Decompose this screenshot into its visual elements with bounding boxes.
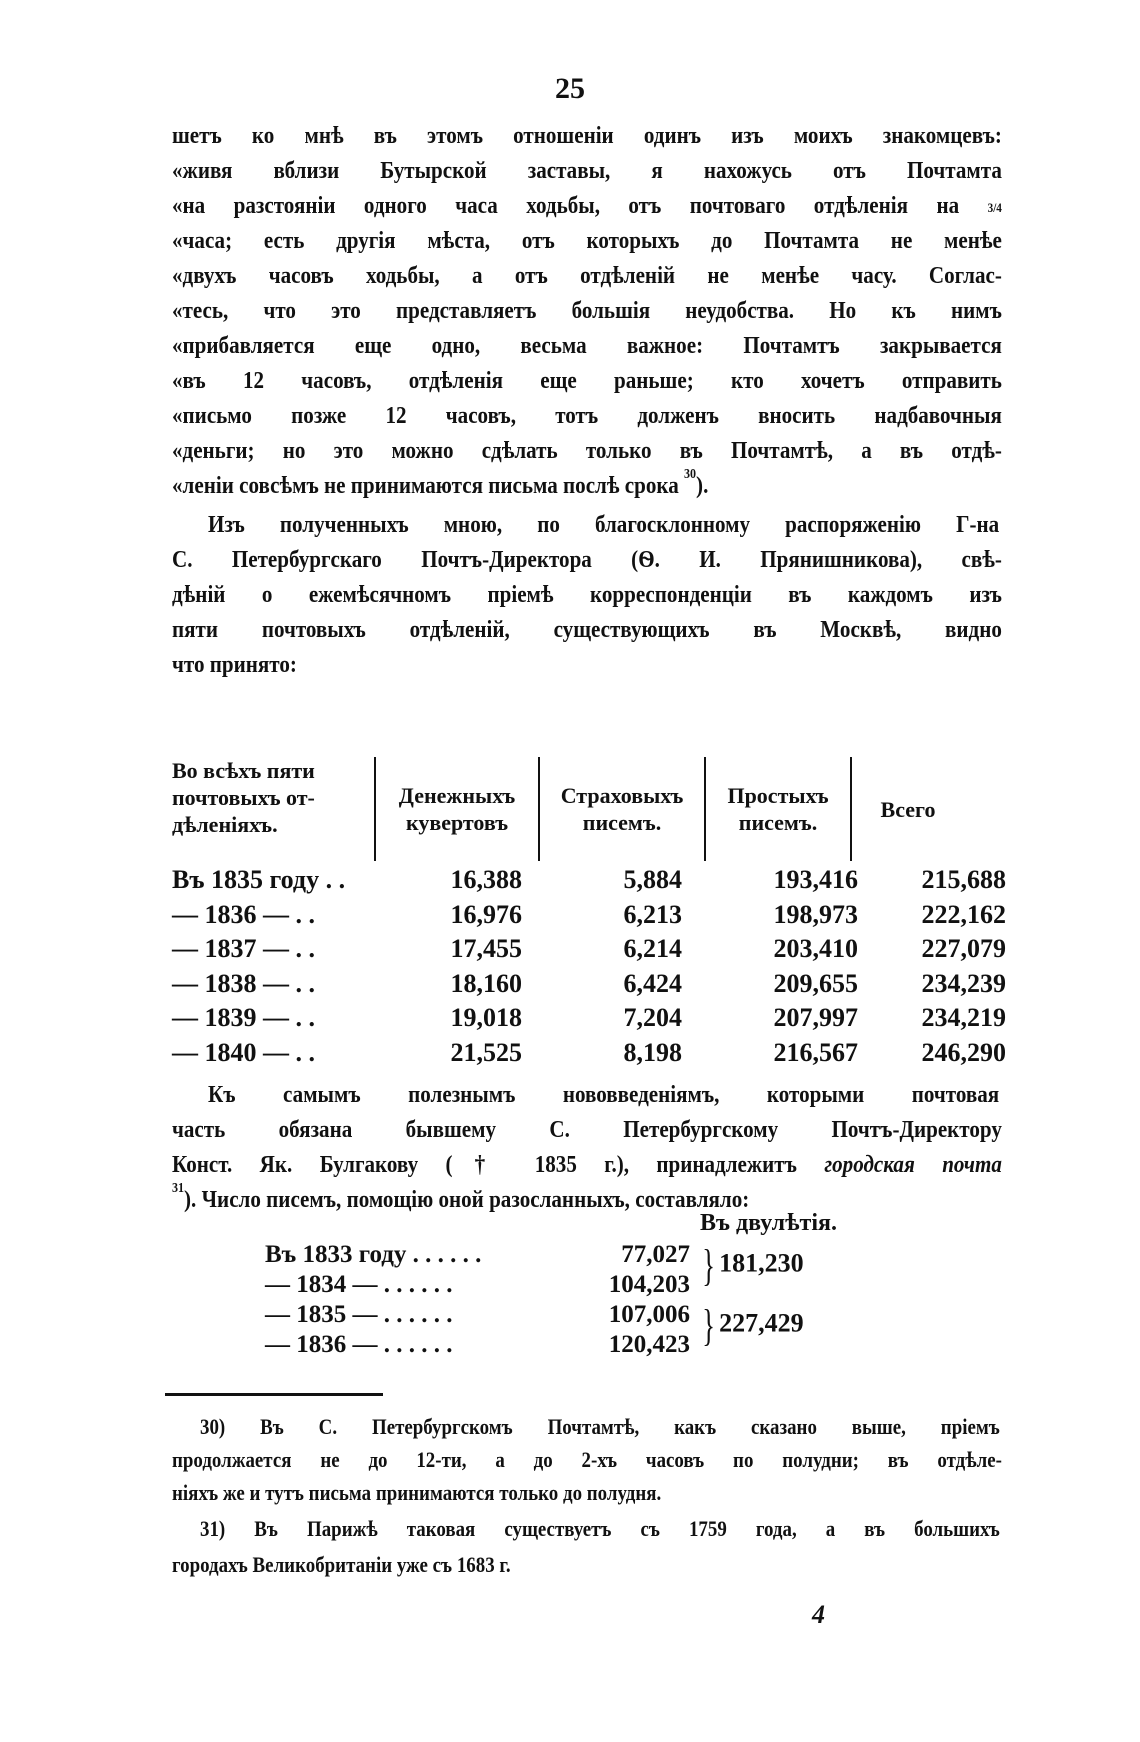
simple-cell: 198,973 <box>773 899 858 929</box>
text-span: «на разстояніи одного часа ходьбы, отъ почтоваго отдѣленія на <box>172 192 960 219</box>
table-row <box>265 1300 690 1330</box>
value-cell: 107,006 <box>608 1301 690 1328</box>
footnote-line: продолжается не до 12-ти, а до 2-хъ часовъ по полудни; въ отдѣле- <box>172 1447 1002 1472</box>
text-line: пяти почтовыхъ отдѣленій, существующихъ въ Москвѣ, видно <box>172 616 1002 643</box>
total-cell: 234,219 <box>921 1003 1006 1032</box>
text-line: часть обязана бывшему С. Петербургскому Почтъ-Директору <box>172 1116 1002 1143</box>
footnote-line: 31) Въ Парижѣ таковая существуетъ съ 1759 года, а въ большихъ <box>200 1516 1000 1541</box>
table-row <box>265 1270 690 1300</box>
brace-icon: } <box>702 1241 715 1290</box>
text-line: С. Петербургскаго Почтъ-Директора (Ѳ. И. Прянишникова), свѣ- <box>172 546 1002 573</box>
footnote-line: ніяхъ же и тутъ письма принимаются только до полудня. <box>172 1480 662 1505</box>
total-cell: 234,239 <box>921 968 1006 998</box>
insured-cell: 6,214 <box>623 934 682 963</box>
table-row <box>265 1330 690 1360</box>
column-divider <box>538 757 540 861</box>
simple-cell: 209,655 <box>773 968 858 998</box>
column-divider <box>850 757 852 861</box>
text-line: «часа; есть другія мѣста, отъ которыхъ до Почтамта не менѣе <box>172 227 1002 254</box>
table-row <box>172 1001 1012 1036</box>
italic-phrase: городская почта <box>824 1151 1002 1178</box>
year-cell: — 1840 — . . <box>172 1037 315 1067</box>
table-row <box>172 863 1012 898</box>
year-cell: — 1834 — . . . . . . <box>265 1271 453 1298</box>
insured-cell: 7,204 <box>623 1003 682 1032</box>
year-cell: — 1836 — . . . . . . <box>265 1331 453 1358</box>
text-span: «леніи совсѣмъ не принимаются письма послѣ срока <box>172 472 679 499</box>
money-cell: 16,976 <box>450 899 522 929</box>
text-line: Къ самымъ полезнымъ нововведеніямъ, которыми почтовая <box>208 1081 1000 1108</box>
text-line: дѣній о ежемѣсячномъ пріемѣ корреспонденціи въ каждомъ изъ <box>172 581 1002 608</box>
column-divider <box>374 757 376 861</box>
column-header: Во всѣхъ пяти почтовыхъ от-дѣленіяхъ. <box>172 758 315 837</box>
money-cell: 18,160 <box>450 968 522 998</box>
city-post-table <box>265 1240 690 1360</box>
text-line: что принято: <box>172 651 297 678</box>
text-line <box>172 188 1002 224</box>
brace-icon: } <box>702 1301 715 1350</box>
table-row <box>265 1240 690 1270</box>
column-header: Страховыхъ писемъ. <box>560 783 684 835</box>
column-header: Денежныхъ кувертовъ <box>398 783 516 835</box>
insured-cell: 6,213 <box>623 899 682 929</box>
text-line: «живя вблизи Бутырской заставы, я нахожусь отъ Почтамта <box>172 157 1002 184</box>
money-cell: 16,388 <box>450 865 522 894</box>
text-line: Изъ полученныхъ мною, по благосклонному распоряженію Г-на <box>208 511 1000 538</box>
simple-cell: 216,567 <box>773 1037 858 1067</box>
value-cell: 120,423 <box>608 1331 690 1358</box>
total-cell: 222,162 <box>921 899 1006 929</box>
year-cell: — 1835 — . . . . . . <box>265 1301 453 1328</box>
biennial-value: 181,230 <box>719 1248 804 1278</box>
page-number: 25 <box>555 72 585 105</box>
insured-cell: 8,198 <box>623 1037 682 1067</box>
table-header <box>172 755 1012 863</box>
text-line <box>172 1182 1002 1218</box>
total-cell: 227,079 <box>921 934 1006 963</box>
column-divider <box>704 757 706 861</box>
text-line: «прибавляется еще одно, весьма важное: Почтамтъ закрывается <box>172 332 1002 359</box>
year-cell: — 1836 — . . <box>172 899 315 929</box>
brace-group <box>698 1240 804 1291</box>
year-cell: — 1839 — . . <box>172 1003 315 1032</box>
text-line: «въ 12 часовъ, отдѣленія еще раньше; кто хочетъ отправить <box>172 367 1002 394</box>
simple-cell: 203,410 <box>773 934 858 963</box>
value-cell: 77,027 <box>621 1241 690 1268</box>
text-line: шетъ ко мнѣ въ этомъ отношеніи одинъ изъ моихъ знакомцевъ: <box>172 122 1002 149</box>
total-cell: 246,290 <box>921 1037 1006 1067</box>
text-line: «леніи совсѣмъ не принимаются письма послѣ срока $^{30}$). <box>172 467 709 499</box>
footnote-rule <box>165 1393 383 1396</box>
simple-cell: 193,416 <box>773 865 858 894</box>
brace-group <box>698 1300 804 1351</box>
table-row <box>172 898 1012 933</box>
year-cell: Въ 1833 году . . . . . . <box>265 1241 482 1268</box>
money-cell: 21,525 <box>450 1037 522 1067</box>
biennial-value: 227,429 <box>719 1308 804 1338</box>
year-cell: — 1837 — . . <box>172 934 315 963</box>
footnote-ref[interactable]: 31 <box>172 1181 185 1196</box>
table-row <box>172 1036 1012 1071</box>
text-line: «письмо позже 12 часовъ, тотъ долженъ вносить надбавочныя <box>172 402 1002 429</box>
column-header: Всего <box>880 796 936 822</box>
table-row <box>172 967 1012 1002</box>
year-cell: Въ 1835 году . . <box>172 865 346 894</box>
text-span: ). Число писемъ, помощію оной разосланныхъ, составляло: <box>184 1186 750 1213</box>
value-cell: 104,203 <box>608 1271 690 1298</box>
insured-cell: 5,884 <box>623 865 682 894</box>
footnote-ref[interactable]: 30 <box>684 467 697 482</box>
text-line: «двухъ часовъ ходьбы, а отъ отдѣленій не менѣе часу. Соглас- <box>172 262 1002 289</box>
fraction: 3/4 <box>987 199 1002 215</box>
text-line <box>172 1147 1002 1183</box>
text-line: «деньги; но это можно сдѣлать только въ Почтамтѣ, а въ отдѣ- <box>172 437 1002 464</box>
footnote-line: 30) Въ С. Петербургскомъ Почтамтѣ, какъ сказано выше, пріемъ <box>200 1414 1000 1439</box>
table-row <box>172 932 1012 967</box>
total-cell: 215,688 <box>921 865 1006 894</box>
simple-cell: 207,997 <box>773 1003 858 1032</box>
year-cell: — 1838 — . . <box>172 968 315 998</box>
insured-cell: 6,424 <box>623 968 682 998</box>
footnote-line: городахъ Великобританіи уже съ 1683 г. <box>172 1552 511 1577</box>
money-cell: 19,018 <box>450 1003 522 1032</box>
correspondence-table <box>172 755 1012 1070</box>
signature-mark: 4 <box>812 1600 825 1629</box>
biennial-header: Въ двулѣтія. <box>700 1210 837 1236</box>
money-cell: 17,455 <box>450 934 522 963</box>
text-line: «тесь, что это представляетъ большія неудобства. Но къ нимъ <box>172 297 1002 324</box>
text-span: Конст. Як. Булгакову († 1835 г.), принадлежитъ <box>172 1151 797 1178</box>
column-header: Простыхъ писемъ. <box>727 783 829 835</box>
